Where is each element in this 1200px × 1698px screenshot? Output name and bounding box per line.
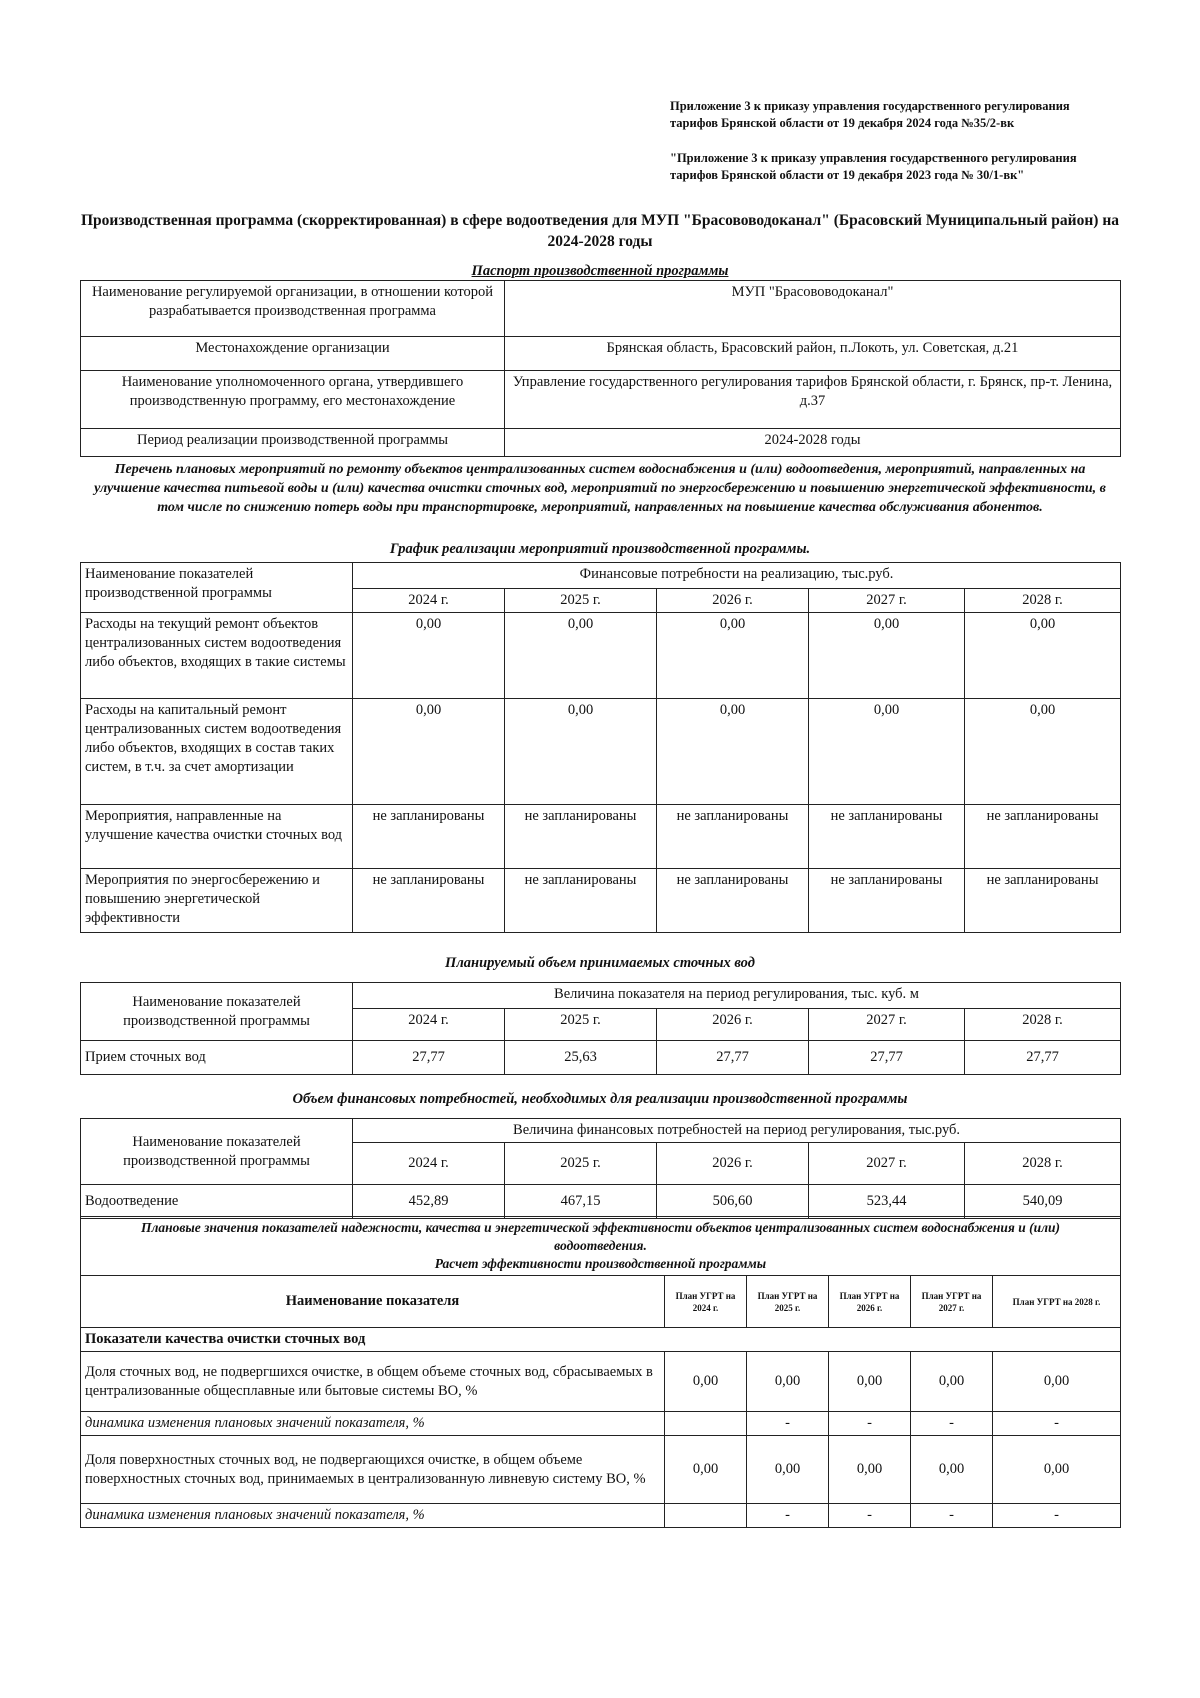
row-label: динамика изменения плановых значений показателя, %: [81, 1412, 665, 1436]
cell-value: [665, 1412, 747, 1436]
year-header: 2026 г.: [657, 589, 809, 613]
table-row: [81, 613, 1121, 699]
year-header: 2024 г.: [353, 1143, 505, 1185]
section-row: [81, 1328, 1121, 1352]
table-row: [81, 1041, 1121, 1075]
row-label: Расходы на текущий ремонт объектов централизованных систем водоотведения либо объектов, входящих в такие системы: [81, 613, 353, 699]
row-label: Доля сточных вод, не подвергшихся очистке, в общем объеме сточных вод, сбрасываемых в централизованные общесплавные или бытовые системы ВО, %: [81, 1352, 665, 1412]
indicators-caption-sub: Расчет эффективности производственной программы: [434, 1256, 767, 1271]
cell-value: 0,00: [809, 699, 965, 805]
plan-header: План УГРТ на 2025 г.: [747, 1276, 829, 1328]
cell-value: 0,00: [657, 613, 809, 699]
year-header: 2028 г.: [965, 1143, 1121, 1185]
cell-value: [665, 1504, 747, 1528]
cell-value: 0,00: [829, 1436, 911, 1504]
cell-value: не запланированы: [657, 805, 809, 869]
year-header: 2024 г.: [353, 1009, 505, 1041]
table-row: [81, 805, 1121, 869]
cell-value: 0,00: [505, 613, 657, 699]
passport-row: [81, 371, 1121, 429]
passport-value: Управление государственного регулирования тарифов Брянской области, г. Брянск, пр-т. Ленина, д.37: [505, 371, 1121, 429]
passport-caption: Паспорт производственной программы: [471, 263, 729, 279]
appendix-reference: Приложение 3 к приказу управления государственного регулирования тарифов Брянской области от 19 декабря 2024 года №35/2-вк: [670, 99, 1070, 130]
row-label: Водоотведение: [81, 1185, 353, 1219]
finance-header-group: Величина финансовых потребностей на период регулирования, тыс.руб.: [353, 1119, 1121, 1143]
year-header: 2026 г.: [657, 1009, 809, 1041]
cell-value: 25,63: [505, 1041, 657, 1075]
indicators-caption-row: [81, 1217, 1121, 1276]
passport-value: МУП "Брасововодоканал": [505, 281, 1121, 337]
row-label: динамика изменения плановых значений показателя, %: [81, 1504, 665, 1528]
passport-value: 2024-2028 годы: [505, 429, 1121, 457]
volume-header-group: Величина показателя на период регулирования, тыс. куб. м: [353, 983, 1121, 1009]
year-header: 2025 г.: [505, 589, 657, 613]
cell-value: 0,00: [665, 1352, 747, 1412]
cell-value: не запланированы: [809, 805, 965, 869]
cell-value: -: [747, 1412, 829, 1436]
year-header: 2027 г.: [809, 589, 965, 613]
row-label: Мероприятия, направленные на улучшение качества очистки сточных вод: [81, 805, 353, 869]
table-row: [81, 699, 1121, 805]
year-header: 2027 г.: [809, 1143, 965, 1185]
finance-table: [80, 1118, 1121, 1219]
volume-caption: Планируемый объем принимаемых сточных вод: [445, 955, 755, 971]
indicators-header-row: [81, 1276, 1121, 1328]
cell-value: 0,00: [353, 613, 505, 699]
cell-value: 0,00: [911, 1436, 993, 1504]
cell-value: 27,77: [353, 1041, 505, 1075]
cell-value: не запланированы: [965, 805, 1121, 869]
cell-value: -: [993, 1412, 1121, 1436]
cell-value: не запланированы: [809, 869, 965, 933]
table-row: [81, 1412, 1121, 1436]
cell-value: 0,00: [911, 1352, 993, 1412]
cell-value: -: [993, 1504, 1121, 1528]
passport-row: [81, 281, 1121, 337]
row-label: Мероприятия по энергосбережению и повышению энергетической эффективности: [81, 869, 353, 933]
cell-value: 27,77: [809, 1041, 965, 1075]
cell-value: -: [911, 1412, 993, 1436]
indicators-table: [80, 1216, 1121, 1528]
cell-value: 0,00: [505, 699, 657, 805]
passport-row: [81, 429, 1121, 457]
passport-value: Брянская область, Брасовский район, п.Локоть, ул. Советская, д.21: [505, 337, 1121, 371]
year-header: 2025 г.: [505, 1143, 657, 1185]
measures-note: Перечень плановых мероприятий по ремонту объектов централизованных систем водоснабжения и (или) водоотведения, мероприятий, направленных на улучшение качества питьевой воды и (или) качества очистки сточных вод, мероприятий по энергосбережению и повышению энергетической эффективности, в том числе по снижению потерь воды при транспортировке, мероприятий, направленных на повышение качества обслуживания абонентов.: [94, 462, 1106, 515]
plan-header: План УГРТ на 2028 г.: [993, 1276, 1121, 1328]
cell-value: 0,00: [965, 613, 1121, 699]
cell-value: не запланированы: [505, 869, 657, 933]
year-header: 2028 г.: [965, 589, 1121, 613]
finance-header-row: [81, 1119, 1121, 1143]
cell-value: 540,09: [965, 1185, 1121, 1219]
schedule-header-group: Финансовые потребности на реализацию, тыс.руб.: [353, 563, 1121, 589]
passport-label: Период реализации производственной программы: [81, 429, 505, 457]
schedule-header-label: Наименование показателей производственной программы: [81, 563, 353, 613]
schedule-caption: График реализации мероприятий производственной программы.: [389, 541, 811, 557]
cell-value: 0,00: [829, 1352, 911, 1412]
year-header: 2025 г.: [505, 1009, 657, 1041]
passport-label: Местонахождение организации: [81, 337, 505, 371]
volume-header-label: Наименование показателей производственной программы: [81, 983, 353, 1041]
cell-value: 506,60: [657, 1185, 809, 1219]
indicators-caption-main: Плановые значения показателей надежности, качества и энергетической эффективности объектов централизованных систем водоснабжения и (или) водоотведения.: [140, 1220, 1061, 1253]
passport-row: [81, 337, 1121, 371]
table-row: [81, 1436, 1121, 1504]
appendix-previous-reference: "Приложение 3 к приказу управления государственного регулирования тарифов Брянской области от 19 декабря 2023 года № 30/1-вк": [670, 151, 1077, 182]
passport-label: Наименование уполномоченного органа, утвердившего производственную программу, его местонахождение: [81, 371, 505, 429]
volume-table: [80, 982, 1121, 1075]
table-row: [81, 1352, 1121, 1412]
schedule-table: [80, 562, 1121, 933]
cell-value: 0,00: [993, 1436, 1121, 1504]
cell-value: 27,77: [657, 1041, 809, 1075]
cell-value: не запланированы: [505, 805, 657, 869]
plan-header: План УГРТ на 2024 г.: [665, 1276, 747, 1328]
cell-value: 0,00: [809, 613, 965, 699]
cell-value: -: [747, 1504, 829, 1528]
year-header: 2027 г.: [809, 1009, 965, 1041]
indicators-header-label: Наименование показателя: [81, 1276, 665, 1328]
cell-value: -: [911, 1504, 993, 1528]
schedule-header-row: [81, 563, 1121, 589]
cell-value: не запланированы: [965, 869, 1121, 933]
row-label: Прием сточных вод: [81, 1041, 353, 1075]
cell-value: 467,15: [505, 1185, 657, 1219]
cell-value: 523,44: [809, 1185, 965, 1219]
finance-header-label: Наименование показателей производственной программы: [81, 1119, 353, 1185]
cell-value: 0,00: [353, 699, 505, 805]
section-title: Показатели качества очистки сточных вод: [81, 1328, 1121, 1352]
volume-header-row: [81, 983, 1121, 1009]
table-row: [81, 1185, 1121, 1219]
table-row: [81, 1504, 1121, 1528]
cell-value: 452,89: [353, 1185, 505, 1219]
passport-label: Наименование регулируемой организации, в отношении которой разрабатывается производственная программа: [81, 281, 505, 337]
passport-table: [80, 280, 1121, 457]
cell-value: -: [829, 1412, 911, 1436]
cell-value: не запланированы: [353, 869, 505, 933]
year-header: 2026 г.: [657, 1143, 809, 1185]
year-header: 2024 г.: [353, 589, 505, 613]
cell-value: не запланированы: [657, 869, 809, 933]
cell-value: 0,00: [657, 699, 809, 805]
row-label: Доля поверхностных сточных вод, не подвергающихся очистке, в общем объеме поверхностных сточных вод, принимаемых в централизованную ливневую систему ВО, %: [81, 1436, 665, 1504]
document-title: Производственная программа (скорректированная) в сфере водоотведения для МУП "Брасововодоканал" (Брасовский Муниципальный район) на 2024-2028 годы: [80, 212, 1119, 250]
cell-value: 0,00: [965, 699, 1121, 805]
cell-value: 27,77: [965, 1041, 1121, 1075]
cell-value: не запланированы: [353, 805, 505, 869]
row-label: Расходы на капитальный ремонт централизованных систем водоотведения либо объектов, входящих в состав таких систем, в т.ч. за счет амортизации: [81, 699, 353, 805]
cell-value: 0,00: [747, 1352, 829, 1412]
indicators-caption: [81, 1217, 1121, 1276]
plan-header: План УГРТ на 2026 г.: [829, 1276, 911, 1328]
year-header: 2028 г.: [965, 1009, 1121, 1041]
cell-value: 0,00: [665, 1436, 747, 1504]
cell-value: 0,00: [747, 1436, 829, 1504]
finance-caption: Объем финансовых потребностей, необходимых для реализации производственной программы: [292, 1091, 908, 1107]
plan-header: План УГРТ на 2027 г.: [911, 1276, 993, 1328]
table-row: [81, 869, 1121, 933]
cell-value: -: [829, 1504, 911, 1528]
cell-value: 0,00: [993, 1352, 1121, 1412]
